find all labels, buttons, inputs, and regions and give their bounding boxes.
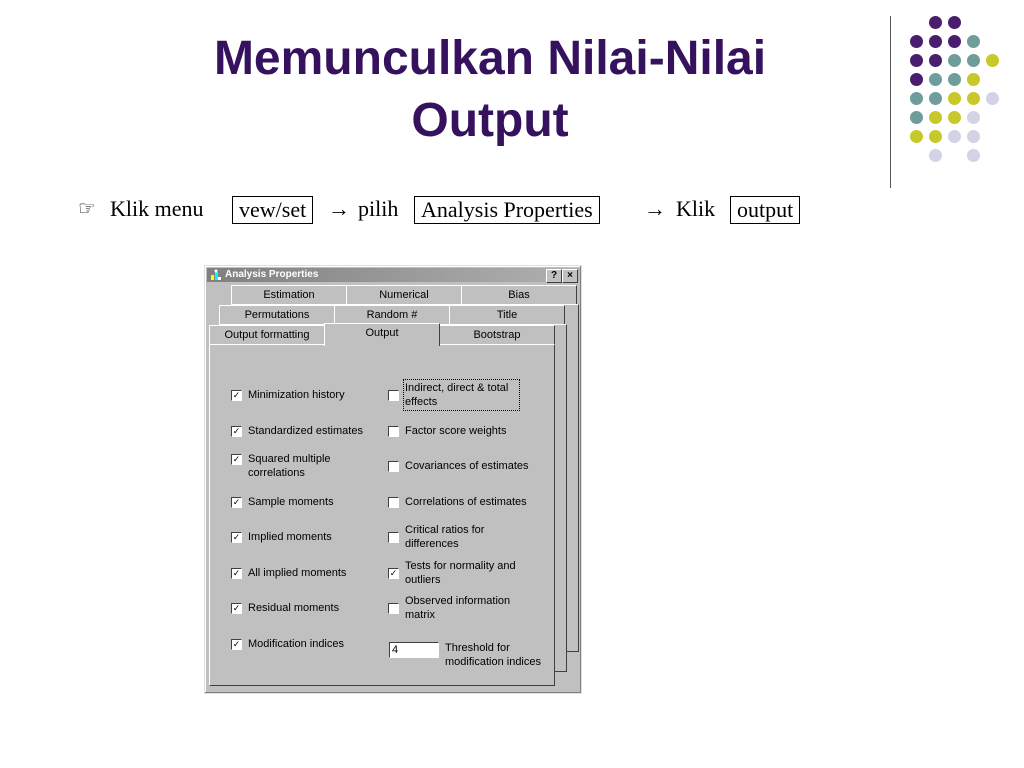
tab-title[interactable]: Title <box>449 305 565 324</box>
threshold-input[interactable]: 4 <box>389 642 439 658</box>
decorative-dot <box>910 73 923 86</box>
slide-title <box>120 28 860 152</box>
option-critical-ratios-for-differences[interactable]: Critical ratios for differences <box>388 523 498 551</box>
decorative-dot <box>948 92 961 105</box>
decorative-dot <box>948 73 961 86</box>
option-standardized-estimates[interactable]: ✓ Standardized estimates <box>232 425 363 437</box>
checkbox[interactable] <box>388 461 399 472</box>
decorative-dot <box>929 16 942 29</box>
instruction-click: Klik <box>676 196 716 221</box>
decorative-dot <box>986 54 999 67</box>
checkbox[interactable]: ✓ <box>232 497 241 507</box>
decorative-dot-grid <box>900 14 1020 174</box>
option-minimization-history[interactable]: ✓ Minimization history <box>232 389 345 401</box>
decorative-dot <box>967 130 980 143</box>
tab-estimation[interactable]: Estimation <box>231 285 347 304</box>
slide-title-line1: Memunculkan Nilai-Nilai <box>213 32 767 85</box>
decorative-dot <box>910 130 923 143</box>
option-tests-for-normality[interactable]: ✓ Tests for normality and outliers <box>389 560 516 586</box>
decorative-dot <box>967 73 980 86</box>
help-button[interactable]: ? <box>546 269 562 283</box>
decorative-dot <box>929 149 942 162</box>
checkbox[interactable]: ✓ <box>232 390 241 400</box>
option-observed-information-matrix[interactable]: Observed information matrix <box>388 594 528 622</box>
decorative-dot <box>910 111 923 124</box>
tab-permutations[interactable]: Permutations <box>219 305 335 324</box>
checkbox[interactable]: ✓ <box>232 426 241 436</box>
analysis-properties-dialog <box>204 265 582 694</box>
decorative-dot <box>948 16 961 29</box>
decorative-dot <box>967 111 980 124</box>
checkbox[interactable] <box>388 426 399 437</box>
tab-random[interactable]: Random # <box>334 305 450 324</box>
tab-bootstrap[interactable]: Bootstrap <box>439 325 555 344</box>
tab-output-formatting[interactable]: Output formatting <box>209 325 325 344</box>
arrow-icon: → <box>328 196 350 221</box>
threshold-label: Threshold for modification indices <box>445 642 541 668</box>
option-residual-moments[interactable]: ✓ Residual moments <box>232 602 340 614</box>
checkbox[interactable]: ✓ <box>232 568 241 578</box>
decorative-dot <box>929 130 942 143</box>
decorative-dot <box>910 35 923 48</box>
decorative-divider <box>890 16 891 188</box>
decorative-dot <box>948 130 961 143</box>
option-squared-multiple-correlations[interactable]: ✓ Squared multiple correlations <box>232 453 331 479</box>
amos-app-icon <box>210 269 222 281</box>
decorative-dot <box>986 92 999 105</box>
decorative-dot <box>929 92 942 105</box>
dialog-titlebar <box>207 268 579 282</box>
option-modification-indices[interactable]: ✓ Modification indices <box>232 638 344 650</box>
decorative-dot <box>967 54 980 67</box>
arrow-icon: → <box>644 196 666 221</box>
option-implied-moments[interactable]: ✓ Implied moments <box>232 531 332 543</box>
option-covariances-of-estimates[interactable]: Covariances of estimates <box>388 459 548 473</box>
option-indirect-direct-total-effects[interactable]: Indirect, direct & total effects <box>388 381 518 409</box>
decorative-dot <box>948 35 961 48</box>
option-all-implied-moments[interactable]: ✓ All implied moments <box>232 567 347 579</box>
decorative-dot <box>967 149 980 162</box>
tab-bias[interactable]: Bias <box>461 285 577 304</box>
decorative-dot <box>948 54 961 67</box>
checkbox[interactable]: ✓ <box>232 454 241 464</box>
decorative-dot <box>967 92 980 105</box>
decorative-dot <box>967 35 980 48</box>
checkbox[interactable] <box>388 532 399 543</box>
checkbox[interactable] <box>388 497 399 508</box>
checkbox[interactable] <box>388 603 399 614</box>
checkbox[interactable]: ✓ <box>389 568 398 578</box>
instruction-choose: pilih <box>358 196 399 221</box>
decorative-dot <box>910 54 923 67</box>
decorative-dot <box>929 111 942 124</box>
option-factor-score-weights[interactable]: Factor score weights <box>388 424 538 438</box>
decorative-dot <box>929 35 942 48</box>
menu-box-analysis-properties: Analysis Properties <box>414 196 600 224</box>
checkbox[interactable] <box>388 390 399 401</box>
tab-output[interactable]: Output <box>324 323 440 346</box>
decorative-dot <box>929 73 942 86</box>
decorative-dot <box>929 54 942 67</box>
instruction-prefix: Klik menu <box>110 196 204 221</box>
menu-box-vewset: vew/set <box>232 196 313 224</box>
checkbox[interactable]: ✓ <box>232 532 241 542</box>
option-sample-moments[interactable]: ✓ Sample moments <box>232 496 334 508</box>
checkbox[interactable]: ✓ <box>232 639 241 649</box>
checkbox[interactable]: ✓ <box>232 603 241 613</box>
decorative-dot <box>910 92 923 105</box>
menu-box-output: output <box>730 196 800 224</box>
dialog-title: Analysis Properties <box>225 269 319 280</box>
close-button[interactable]: × <box>562 269 578 283</box>
tab-numerical[interactable]: Numerical <box>346 285 462 304</box>
slide-title-line2: Output <box>411 94 569 147</box>
decorative-dot <box>948 111 961 124</box>
pointing-hand-icon: ☞ <box>78 198 96 220</box>
option-correlations-of-estimates[interactable]: Correlations of estimates <box>388 495 548 509</box>
